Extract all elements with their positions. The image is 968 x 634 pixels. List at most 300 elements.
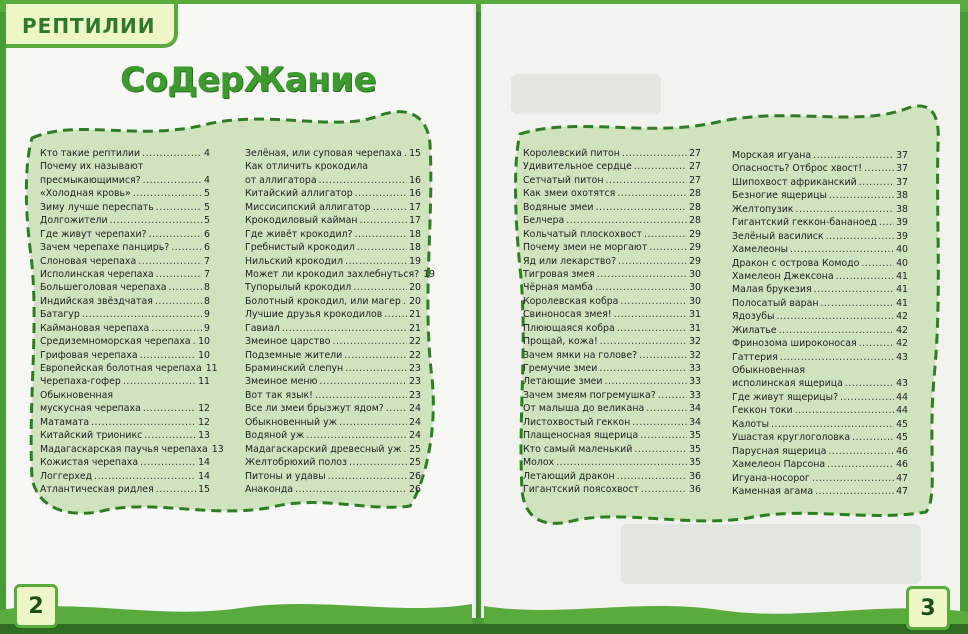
toc-entry-title: Как змеи охотятся <box>523 188 616 200</box>
toc-entry <box>523 201 701 214</box>
toc-entry-title: Гавиал <box>245 322 280 334</box>
toc-entry <box>40 308 210 321</box>
toc-entry-page: 43 <box>896 378 908 390</box>
toc-entry-title: пресмыкающимися? <box>40 174 141 186</box>
toc-entry <box>40 349 210 362</box>
toc-entry <box>245 295 421 308</box>
toc-entry-page: 17 <box>409 201 421 213</box>
toc-leader-dots <box>859 176 894 189</box>
toc-entry-title: Каменная агама <box>732 485 814 497</box>
toc-entry <box>245 308 421 321</box>
toc-entry-page: 46 <box>896 445 908 457</box>
toc-leader-dots <box>355 187 407 200</box>
toc-entry <box>40 322 210 335</box>
toc-entry-page: 47 <box>896 485 908 497</box>
toc-leader-dots <box>149 228 203 241</box>
toc-entry-title: Летающие змеи <box>523 376 603 388</box>
toc-leader-dots <box>595 281 687 294</box>
toc-entry <box>732 230 908 243</box>
toc-entry-title: Анаконда <box>245 483 294 495</box>
toc-entry-page: 43 <box>896 351 908 363</box>
toc-entry <box>732 297 908 310</box>
toc-leader-dots <box>357 241 407 254</box>
toc-entry-title: Кожистая черепаха <box>40 457 139 469</box>
toc-leader-dots <box>658 389 687 402</box>
toc-entry-page: 42 <box>896 311 908 323</box>
toc-leader-dots <box>814 283 894 296</box>
toc-entry-page: 25 <box>409 443 421 455</box>
toc-entry <box>732 257 908 270</box>
toc-leader-dots <box>156 201 202 214</box>
toc-entry <box>523 470 701 483</box>
toc-entry <box>245 443 421 456</box>
toc-entry-page: 35 <box>689 443 701 455</box>
toc-entry <box>245 456 421 469</box>
toc-entry <box>732 418 908 431</box>
toc-entry-page: 9 <box>204 309 210 321</box>
toc-entry-title: Обыкновенная <box>732 365 806 376</box>
toc-entry <box>245 147 421 160</box>
toc-leader-dots <box>606 174 688 187</box>
toc-entry-title: Лучшие друзья крокодилов <box>245 309 383 321</box>
toc-entry-title: Игуана-носорог <box>732 472 810 484</box>
toc-entry-page: 29 <box>689 255 701 267</box>
toc-entry-title: Чёрная мамба <box>523 282 594 294</box>
toc-entry-page: 27 <box>689 174 701 186</box>
toc-entry-page: 6 <box>204 242 210 254</box>
toc-entry-title: Черепаха-гофер <box>40 376 121 388</box>
toc-entry-title: Жилатье <box>732 324 777 336</box>
toc-entry <box>732 324 908 337</box>
toc-entry <box>40 335 210 348</box>
toc-entry-title: Мадагаскарская паучья черепаха <box>40 443 208 455</box>
toc-entry-page: 26 <box>409 470 421 482</box>
toc-entry-page: 7 <box>204 255 210 267</box>
toc-entry <box>523 416 701 429</box>
toc-entry-title: Малая брукезия <box>732 284 812 296</box>
toc-entry <box>245 362 421 375</box>
toc-entry-page: 18 <box>409 228 421 240</box>
toc-entry <box>245 470 421 483</box>
toc-entry <box>40 187 210 200</box>
toc-entry-title: Где живёт крокодил? <box>245 228 353 240</box>
toc-entry-title: Питоны и удавы <box>245 470 326 482</box>
toc-entry-title: Обыкновенная <box>40 389 114 401</box>
toc-leader-dots <box>404 147 407 160</box>
toc-leader-dots <box>632 416 687 429</box>
toc-leader-dots <box>807 364 906 377</box>
toc-entry <box>523 228 701 241</box>
toc-leader-dots <box>771 418 894 431</box>
toc-leader-dots <box>829 189 894 202</box>
toc-entry-title: Опасность? Отброс хвост! <box>732 163 862 175</box>
toc-entry-title: Большеголовая черепаха <box>40 282 167 294</box>
toc-entry <box>732 270 908 283</box>
toc-entry <box>523 281 701 294</box>
toc-entry-page: 39 <box>896 217 908 229</box>
toc-entry <box>732 404 908 417</box>
toc-leader-dots <box>123 375 196 388</box>
toc-entry <box>732 243 908 256</box>
toc-leader-dots <box>641 483 687 496</box>
toc-entry <box>523 375 701 388</box>
toc-leader-dots <box>827 458 894 471</box>
toc-leader-dots <box>295 483 407 496</box>
toc-entry <box>523 322 701 335</box>
toc-entry-page: 45 <box>896 418 908 430</box>
toc-entry-title: Королевская кобра <box>523 295 619 307</box>
toc-entry-title: Атлантическая ридлея <box>40 483 154 495</box>
toc-entry-title: Зачем ямки на голове? <box>523 349 638 361</box>
toc-leader-dots <box>646 402 687 415</box>
toc-entry-title: Фринозома широконосая <box>732 338 857 350</box>
toc-entry <box>245 349 421 362</box>
toc-leader-dots <box>349 456 407 469</box>
toc-entry-title: Китайский трионикс <box>40 430 143 442</box>
toc-leader-dots <box>91 416 196 429</box>
toc-entry-page: 8 <box>204 295 210 307</box>
toc-entry-title: Тигровая змея <box>523 268 595 280</box>
toc-leader-dots <box>617 470 687 483</box>
toc-entry-page: 26 <box>409 483 421 495</box>
toc-entry <box>40 295 210 308</box>
toc-leader-dots <box>193 335 196 348</box>
toc-leader-dots <box>634 160 687 173</box>
toc-entry-title: Почему их называют <box>40 161 144 173</box>
toc-entry-page: 21 <box>409 322 421 334</box>
toc-entry <box>523 456 701 469</box>
toc-entry-page: 12 <box>198 416 210 428</box>
toc-entry-page: 44 <box>896 405 908 417</box>
toc-entry-page: 16 <box>409 188 421 200</box>
toc-entry-page: 37 <box>896 150 908 161</box>
toc-leader-dots <box>145 160 208 173</box>
toc-entry <box>732 149 908 162</box>
toc-entry-title: Гремучие змеи <box>523 363 598 374</box>
toc-entry-title: мускусная черепаха <box>40 403 141 415</box>
toc-entry-page: 37 <box>896 176 908 188</box>
toc-entry-title: Змеиное царство <box>245 336 331 348</box>
toc-leader-dots <box>140 456 196 469</box>
toc-entry-title: Безногие ящерицы <box>732 190 827 202</box>
toc-entry-title: Хамелеон Джексона <box>732 270 834 282</box>
toc-leader-dots <box>815 485 894 498</box>
toc-entry-page: 46 <box>896 459 908 471</box>
toc-entry-page: 13 <box>211 443 224 455</box>
toc-entry-title: Матамата <box>40 416 90 428</box>
toc-entry-title: Зиму лучше переспать <box>40 201 154 213</box>
toc-entry-title: Полосатый варан <box>732 297 819 309</box>
toc-entry-title: Обыкновенный уж <box>245 416 338 428</box>
section-label: РЕПТИЛИИ <box>22 14 156 38</box>
toc-entry-title: Водяной уж <box>245 430 305 442</box>
toc-entry <box>40 214 210 227</box>
toc-entry <box>40 375 210 388</box>
toc-entry-page: 38 <box>896 190 908 202</box>
toc-entry <box>523 268 701 281</box>
toc-entry-page: 28 <box>689 188 701 200</box>
toc-entry <box>245 281 421 294</box>
toc-leader-dots <box>640 429 687 442</box>
toc-entry <box>523 147 701 160</box>
toc-entry <box>245 375 421 388</box>
toc-entry-page: 33 <box>689 376 701 388</box>
toc-column-3 <box>523 147 701 496</box>
toc-entry-page: 23 <box>409 389 421 401</box>
toc-leader-dots <box>353 281 407 294</box>
toc-entry-title: Где живут черепахи? <box>40 228 147 240</box>
toc-entry-page: 28 <box>689 215 701 227</box>
toc-entry-title: Белчера <box>523 215 565 227</box>
toc-leader-dots <box>599 362 687 375</box>
toc-entry-title: Гаттерия <box>732 351 778 363</box>
toc-entry <box>523 214 701 227</box>
toc-entry <box>40 201 210 214</box>
toc-leader-dots <box>828 445 894 458</box>
toc-entry <box>40 429 210 442</box>
toc-entry <box>40 268 210 281</box>
toc-entry-page: 27 <box>689 148 701 159</box>
toc-entry-page: 4 <box>204 174 210 186</box>
toc-entry-title: Листохвостый геккон <box>523 416 631 428</box>
toc-entry-page: 44 <box>896 391 908 403</box>
toc-entry-title: Сетчатый питон <box>523 174 604 186</box>
toc-entry <box>732 485 908 498</box>
toc-entry-page: 32 <box>689 336 701 348</box>
toc-entry-page: 29 <box>689 242 701 254</box>
toc-entry-page: 13 <box>198 430 210 442</box>
toc-entry-title: Кто самый маленький <box>523 443 633 455</box>
toc-entry-page: 36 <box>689 483 701 495</box>
toc-entry <box>732 283 908 296</box>
toc-entry-page: 30 <box>689 295 701 307</box>
toc-entry-page: 42 <box>896 324 908 336</box>
toc-entry-title: Удивительное сердце <box>523 161 632 173</box>
toc-entry-title: Кольчатый плоскохвост <box>523 228 642 240</box>
toc-entry <box>732 162 908 175</box>
toc-entry-title: Зачем черепахе панцирь? <box>40 242 170 254</box>
toc-entry-title: Яд или лекарство? <box>523 255 617 267</box>
toc-entry-title: Гребнистый крокодил <box>245 242 355 254</box>
toc-leader-dots <box>403 295 407 308</box>
toc-entry-title: Подземные жители <box>245 349 343 361</box>
toc-entry-page: 32 <box>689 349 701 361</box>
toc-entry-page: 11 <box>205 363 218 374</box>
toc-entry <box>732 189 908 202</box>
toc-leader-dots <box>144 429 196 442</box>
toc-entry-title: Желтопузик <box>732 203 794 215</box>
toc-entry-title: Ядозубы <box>732 311 775 323</box>
toc-entry-title: Слоновая черепаха <box>40 255 137 267</box>
toc-entry <box>40 416 210 429</box>
toc-entry-page: 37 <box>896 163 908 175</box>
toc-entry <box>245 402 421 415</box>
toc-leader-dots <box>373 201 407 214</box>
toc-entry <box>732 176 908 189</box>
toc-entry <box>732 458 908 471</box>
toc-leader-dots <box>156 483 196 496</box>
toc-entry <box>40 255 210 268</box>
toc-entry-page: 22 <box>409 336 421 348</box>
toc-entry-page: 20 <box>409 295 421 307</box>
toc-leader-dots <box>618 255 687 268</box>
toc-entry-title: от аллигатора <box>245 174 317 186</box>
toc-entry-title: Прощай, кожа! <box>523 336 598 348</box>
toc-leader-dots <box>355 228 408 241</box>
toc-leader-dots <box>566 214 687 227</box>
toc-leader-dots <box>360 214 408 227</box>
toc-leader-dots <box>639 349 687 362</box>
toc-entry-page: 27 <box>689 161 701 173</box>
toc-entry-page: 15 <box>409 148 421 159</box>
toc-entry-page: 30 <box>689 268 701 280</box>
toc-entry-page: 31 <box>689 322 701 334</box>
toc-entry-title: Геккон токи <box>732 405 793 417</box>
toc-leader-dots <box>780 351 894 364</box>
toc-column-1 <box>40 147 224 496</box>
toc-entry <box>40 456 210 469</box>
toc-entry-page: 28 <box>689 201 701 213</box>
toc-entry-title: Тупорылый крокодил <box>245 282 352 294</box>
toc-entry <box>40 160 210 173</box>
toc-entry-title: Браминский слепун <box>245 363 344 374</box>
toc-entry-page: 24 <box>409 403 421 415</box>
toc-leader-dots <box>614 308 687 321</box>
toc-entry <box>732 203 908 216</box>
toc-leader-dots <box>779 324 894 337</box>
toc-leader-dots <box>328 470 407 483</box>
toc-entry <box>40 241 210 254</box>
toc-entry-page: 20 <box>409 282 421 294</box>
toc-entry-title: Летающий дракон <box>523 470 615 482</box>
toc-entry-page: 38 <box>896 203 908 215</box>
toc-leader-dots <box>344 349 407 362</box>
toc-entry-page: 21 <box>409 309 421 321</box>
toc-entry-page: 42 <box>896 338 908 350</box>
toc-leader-dots <box>644 228 687 241</box>
toc-entry-title: Каймановая черепаха <box>40 322 150 334</box>
toc-entry-page: 41 <box>896 284 908 296</box>
toc-leader-dots <box>812 472 894 485</box>
toc-entry <box>523 429 701 442</box>
toc-entry-page: 30 <box>689 282 701 294</box>
toc-entry-title: Индийская звёздчатая <box>40 295 153 307</box>
toc-entry <box>523 335 701 348</box>
toc-entry <box>245 268 436 281</box>
toc-entry-page: 19 <box>423 268 436 280</box>
toc-entry-title: Мадагаскарский древесный уж <box>245 443 402 455</box>
toc-entry-page: 33 <box>689 363 701 374</box>
page-title: СоДерЖание <box>120 60 376 100</box>
toc-entry <box>245 255 421 268</box>
toc-entry-title: Китайский аллигатор <box>245 188 353 200</box>
toc-entry-title: Калоты <box>732 418 769 430</box>
toc-entry-title: Свиноносая змея! <box>523 309 612 321</box>
page-number-left: 2 <box>14 584 58 628</box>
toc-leader-dots <box>306 429 407 442</box>
toc-entry <box>523 483 701 496</box>
toc-leader-dots <box>370 160 419 173</box>
toc-entry <box>40 470 210 483</box>
toc-leader-dots <box>617 187 687 200</box>
toc-entry-title: Где живут ящерицы? <box>732 391 839 403</box>
toc-column-2 <box>245 147 436 496</box>
toc-leader-dots <box>596 201 688 214</box>
toc-leader-dots <box>110 214 202 227</box>
toc-entry-title: Зелёный василиск <box>732 230 824 242</box>
toc-entry-title: Гигантский геккон-бананоед <box>732 217 877 229</box>
toc-entry <box>732 431 908 444</box>
toc-entry <box>523 308 701 321</box>
toc-entry <box>523 389 701 402</box>
toc-entry <box>245 416 421 429</box>
toc-entry-page: 45 <box>896 432 908 444</box>
toc-entry-page: 29 <box>689 228 701 240</box>
toc-entry-title: Вот так язык! <box>245 389 313 401</box>
toc-entry-page: 18 <box>409 242 421 254</box>
toc-entry-page: 15 <box>198 483 210 495</box>
toc-entry-page: 47 <box>896 472 908 484</box>
toc-entry-title: Водяные змеи <box>523 201 594 213</box>
faded-background-block <box>621 524 921 584</box>
toc-entry-page: 7 <box>204 268 210 280</box>
toc-leader-dots <box>143 174 202 187</box>
section-tab <box>6 4 178 48</box>
toc-leader-dots <box>820 297 894 310</box>
toc-entry <box>732 337 908 350</box>
toc-leader-dots <box>597 268 687 281</box>
toc-entry-page: 11 <box>198 376 210 388</box>
toc-entry <box>245 228 421 241</box>
toc-leader-dots <box>879 216 894 229</box>
toc-entry <box>523 241 701 254</box>
toc-entry-title: Плюющаяся кобра <box>523 322 615 334</box>
toc-entry-title: исполинская ящерица <box>732 378 843 390</box>
toc-entry-title: Долгожители <box>40 215 108 227</box>
toc-entry <box>245 201 421 214</box>
toc-leader-dots <box>319 375 407 388</box>
toc-entry <box>40 443 224 456</box>
toc-leader-dots <box>333 335 408 348</box>
toc-entry-page: 8 <box>204 282 210 294</box>
toc-leader-dots <box>840 391 894 404</box>
toc-entry <box>523 402 701 415</box>
toc-entry-title: Шипохвост африканский <box>732 176 857 188</box>
toc-entry <box>40 147 210 160</box>
toc-leader-dots <box>634 443 687 456</box>
toc-entry-title: Все ли змеи брызжут ядом? <box>245 403 384 415</box>
toc-entry-page: 39 <box>896 230 908 242</box>
toc-leader-dots <box>345 255 407 268</box>
toc-leader-dots <box>115 389 208 402</box>
toc-entry <box>40 228 210 241</box>
toc-leader-dots <box>776 310 894 323</box>
toc-entry <box>245 187 421 200</box>
toc-leader-dots <box>138 255 202 268</box>
toc-entry <box>732 364 908 377</box>
toc-entry <box>40 402 210 415</box>
toc-entry-title: Хамелеоны <box>732 244 789 256</box>
page-number-right: 3 <box>906 586 950 630</box>
toc-entry-page: 23 <box>409 376 421 388</box>
toc-entry-page: 40 <box>896 257 908 269</box>
toc-leader-dots <box>617 322 687 335</box>
toc-entry <box>523 295 701 308</box>
toc-entry-page: 24 <box>409 430 421 442</box>
toc-entry-title: Желтобрюхий полоз <box>245 457 347 469</box>
toc-entry-page: 40 <box>896 244 908 256</box>
toc-entry-page: 5 <box>204 201 210 213</box>
